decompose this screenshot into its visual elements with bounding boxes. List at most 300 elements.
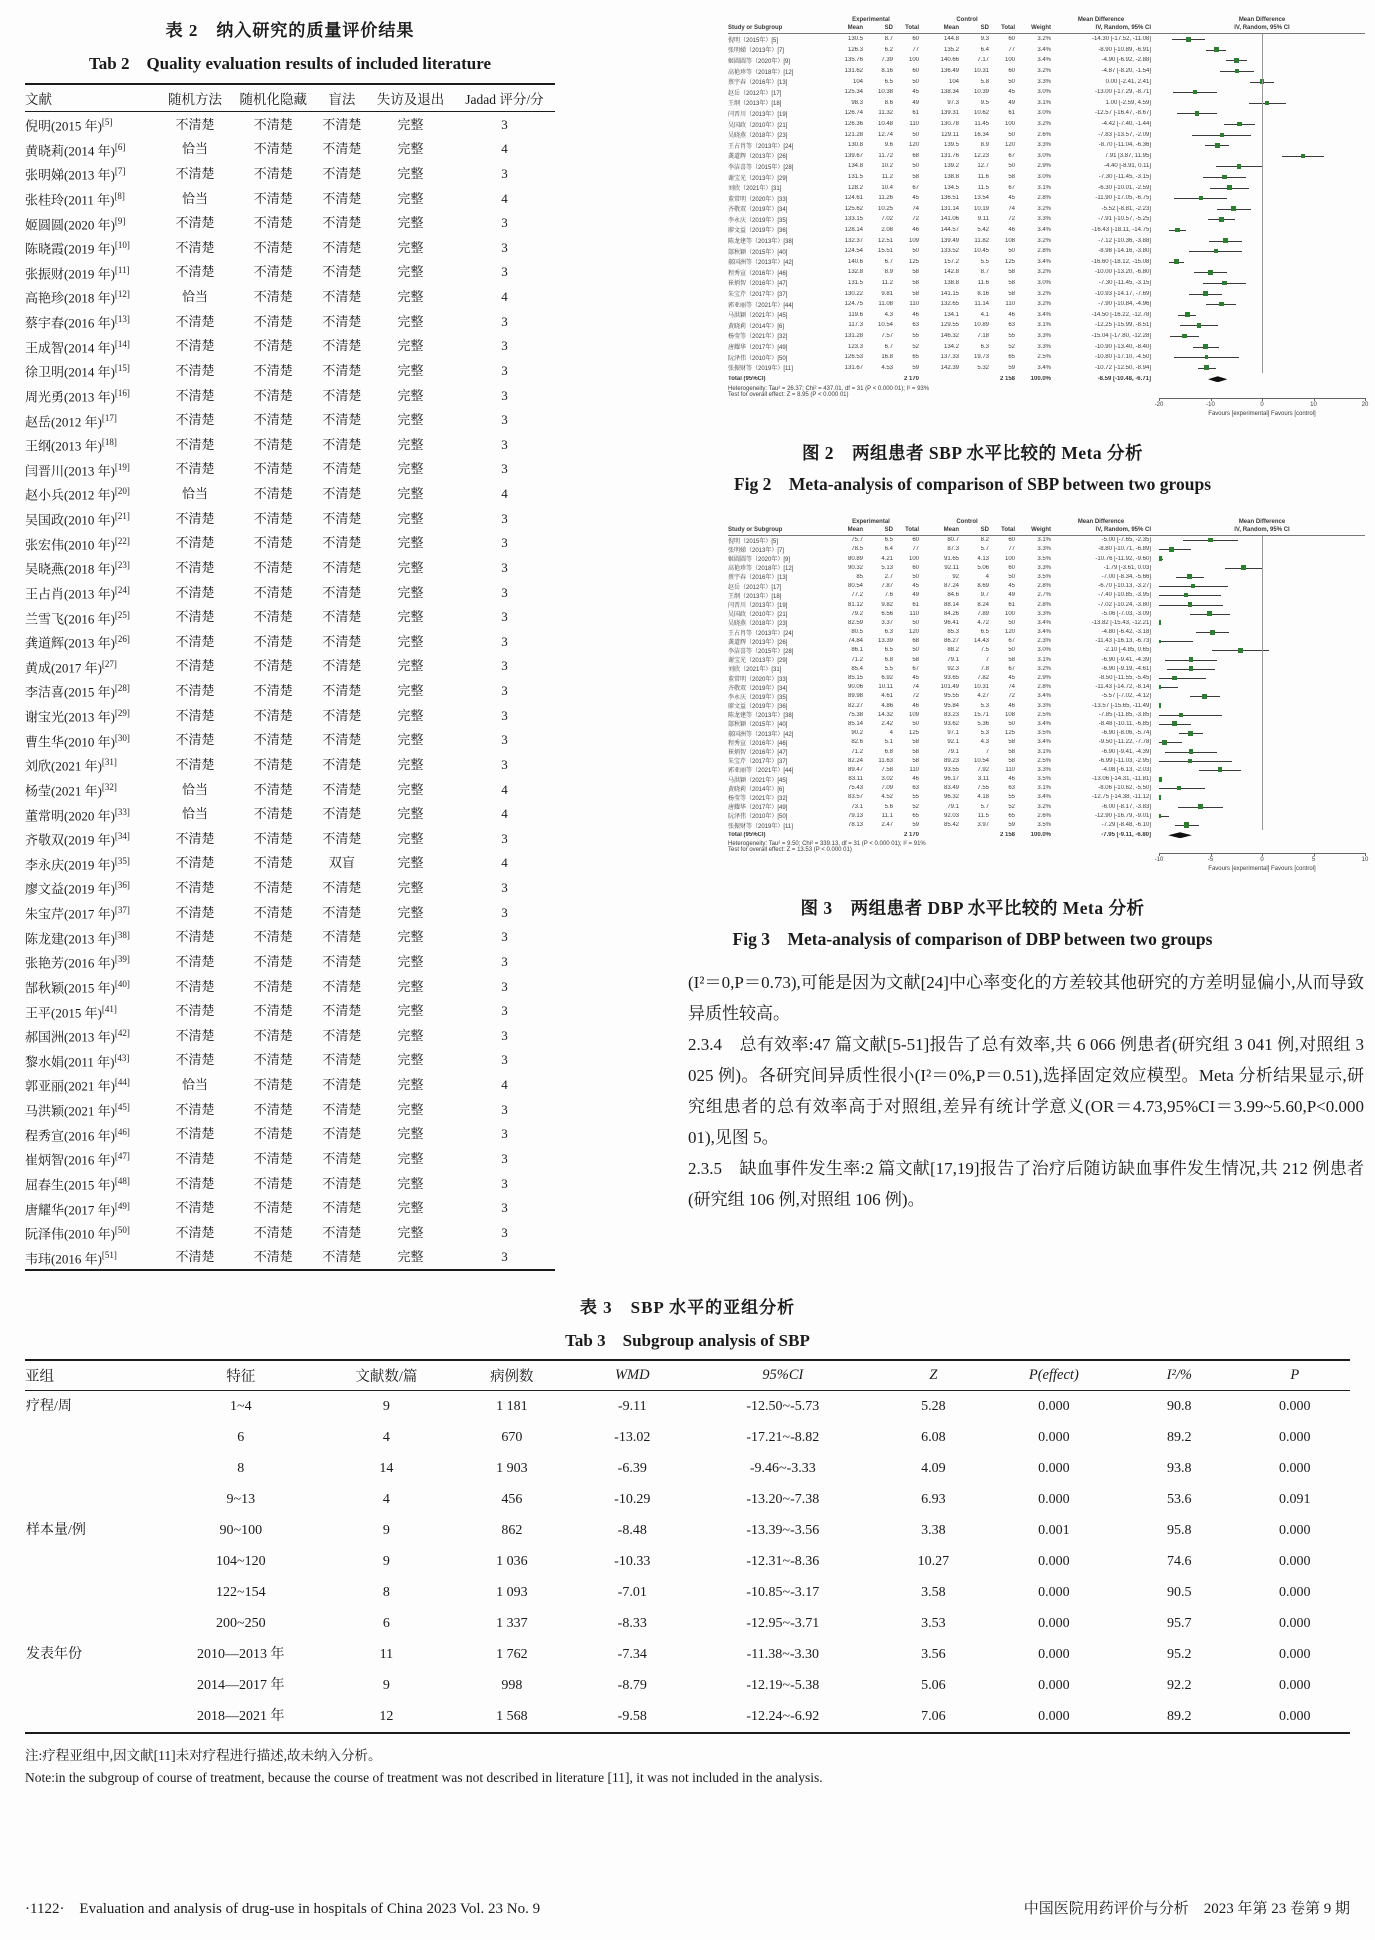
- forest-row: 刘欣（2021年）[31] 85.4 5.5 67 92.3 7.8 67 3.2% -6.90 [-9.19, -4.61]: [728, 664, 1365, 673]
- table2-col-blinding: 盲法: [317, 84, 367, 112]
- value-cell: 1 337: [496, 1616, 528, 1632]
- value-cell: 不清楚: [175, 239, 215, 255]
- value-cell: 92.2: [1167, 1678, 1192, 1694]
- value-cell: 完整: [397, 1027, 424, 1043]
- value-cell: 不清楚: [322, 904, 362, 920]
- value-cell: 完整: [397, 756, 424, 772]
- value-cell: 6.93: [921, 1492, 946, 1508]
- forest-row: 王纲（2013年）[18] 77.2 7.6 49 84.6 9.7 49 2.7% -7.40 [-10.85, -3.95]: [728, 591, 1365, 600]
- effect-square: [1159, 685, 1161, 689]
- value-cell: 完整: [397, 165, 424, 181]
- table3: [25, 1359, 1350, 1734]
- table3-column-header: P: [1240, 1360, 1350, 1391]
- value-cell: 不清楚: [322, 1175, 362, 1191]
- table3-column-header: 文献数/篇: [326, 1360, 446, 1391]
- value-cell: 不清楚: [253, 289, 293, 305]
- forest-header-columns: Study or Subgroup Mean SD Total Mean SD Total Weight IV, Random, 95% CI IV, Random, 95% CI: [728, 24, 1365, 34]
- forest-row: 李洁喜等（2015年）[28] 134.8 10.2 50 139.2 12.7 50 2.9% -4.40 [-8.91, 0.11]: [728, 161, 1365, 172]
- value-cell: 不清楚: [322, 313, 362, 329]
- effect-square: [1179, 713, 1183, 717]
- figure3-forest-plot: [728, 518, 1369, 877]
- md-value: -7.02 [-10.24, -3.80]: [1098, 601, 1151, 608]
- value-cell: 不清楚: [175, 732, 215, 748]
- value-cell: 不清楚: [322, 1224, 362, 1240]
- value-cell: 不清楚: [253, 1077, 293, 1093]
- table-row: [25, 1072, 555, 1097]
- value-cell: 完整: [397, 855, 424, 871]
- md-column-header: Mean Difference: [1077, 518, 1125, 525]
- value-cell: 不清楚: [253, 116, 293, 132]
- paragraph-heterogeneity: (I²＝0,P＝0.73),可能是因为文献[24]中心率变化的方差较其他研究的方差明显偏小,从而导致异质性较高。: [688, 972, 1364, 1023]
- study-cell: 程秀宣(2016 年)[46]: [25, 1126, 130, 1143]
- value-cell: 0.000: [1279, 1554, 1311, 1570]
- study-column-header: Study or Subgroup: [728, 25, 783, 31]
- value-cell: [25, 1670, 155, 1701]
- table-row: [25, 408, 555, 433]
- study-label: 刘欣（2021年）[31]: [728, 667, 782, 674]
- md-value: -6.30 [-10.01, -2.59]: [1098, 184, 1151, 191]
- value-cell: 3: [501, 683, 508, 699]
- value-cell: -8.48: [617, 1523, 647, 1539]
- forest-row: 王占肖等（2013年）[24] 80.5 6.3 120 85.3 6.5 120 3.4% -4.80 [-6.42, -3.18]: [728, 627, 1365, 636]
- value-cell: 0.000: [1038, 1616, 1070, 1632]
- value-cell: 不清楚: [175, 1052, 215, 1068]
- table-row: [25, 211, 555, 236]
- value-cell: 3: [501, 1175, 508, 1191]
- md-column-header: Mean Difference: [1077, 17, 1125, 23]
- value-cell: 完整: [397, 683, 424, 699]
- forest-row: 郝国洲等（2013年）[42] 90.2 4 125 97.1 5.3 125 3.5% -6.90 [-8.06, -5.74]: [728, 729, 1365, 738]
- study-label: 程秀宣（2016年）[46]: [728, 270, 788, 277]
- value-cell: 0.000: [1279, 1616, 1311, 1632]
- table-row: [25, 1453, 1350, 1484]
- study-cell: 龚道辉(2013 年)[26]: [25, 634, 130, 651]
- study-label: 郭亚丽等（2021年）[44]: [728, 302, 794, 309]
- md-value: -11.43 [-14.72, -8.14]: [1095, 684, 1151, 691]
- study-label: 朱宝芹（2017年）[37]: [728, 759, 788, 766]
- table-row: [25, 974, 555, 999]
- table-row: [25, 1608, 1350, 1639]
- value-cell: 完整: [397, 1200, 424, 1216]
- value-cell: 不清楚: [253, 609, 293, 625]
- table2-header-row: [25, 84, 555, 112]
- value-cell: 完整: [397, 116, 424, 132]
- value-cell: 不清楚: [253, 436, 293, 452]
- value-cell: 不清楚: [322, 1101, 362, 1117]
- value-cell: 不清楚: [253, 658, 293, 674]
- forest-row: 吴国政（2010年）[21] 126.36 10.48 110 130.78 11.45 100 3.2% -4.42 [-7.40, -1.44]: [728, 119, 1365, 130]
- forest-row: 唐耀华（2017年）[49] 123.3 6.7 52 134.2 6.3 52 3.3% -10.90 [-13.40, -8.40]: [728, 341, 1365, 352]
- value-cell: 3: [501, 1200, 508, 1216]
- effect-square: [1159, 620, 1161, 625]
- value-cell: 不清楚: [175, 559, 215, 575]
- table-row: [25, 1146, 555, 1171]
- effect-square: [1205, 355, 1209, 359]
- study-cell: 黄晓莉(2014 年)[6]: [25, 141, 126, 158]
- value-cell: 完整: [397, 781, 424, 797]
- value-cell: 不清楚: [322, 609, 362, 625]
- value-cell: 完整: [397, 904, 424, 920]
- value-cell: 不清楚: [322, 683, 362, 699]
- study-cell: 王纲(2013 年)[18]: [25, 437, 117, 454]
- study-label: 黄晓莉（2014年）[6]: [728, 323, 785, 330]
- md-value: -4.80 [-6.42, -3.18]: [1101, 629, 1151, 636]
- forest-row: 廖文益（2019年）[36] 128.14 2.08 46 144.57 5.42 46 3.4% -16.43 [-18.11, -14.75]: [728, 225, 1365, 236]
- study-label: 吴国政（2010年）[21]: [728, 612, 788, 619]
- table-row: [25, 802, 555, 827]
- study-column-header: Study or Subgroup: [728, 526, 783, 533]
- table3-body: [25, 1391, 1350, 1734]
- effect-square: [1162, 740, 1167, 745]
- effect-square: [1207, 611, 1212, 616]
- value-cell: 89.2: [1167, 1709, 1192, 1725]
- forest-row: 李洁喜等（2015年）[28] 86.1 6.5 50 88.2 7.5 50 3.0% -2.10 [-4.85, 0.65]: [728, 646, 1365, 655]
- forest-row: 郭亚丽等（2021年）[44] 124.75 11.08 110 132.65 11.14 110 3.2% -7.90 [-10.84, -4.96]: [728, 299, 1365, 310]
- md-value: -10.93 [-14.17, -7.69]: [1094, 290, 1151, 297]
- md-value: -6.90 [-8.06, -5.74]: [1101, 730, 1151, 737]
- table-row: [25, 1171, 555, 1196]
- value-cell: 不清楚: [322, 732, 362, 748]
- effect-square: [1227, 185, 1231, 189]
- study-cell: 张艳芳(2016 年)[39]: [25, 954, 130, 971]
- md-value: -2.10 [-4.85, 0.65]: [1103, 647, 1151, 654]
- value-cell: 不清楚: [253, 584, 293, 600]
- value-cell: 8: [382, 1585, 390, 1601]
- value-cell: 2014—2017 年: [197, 1678, 285, 1694]
- md-value: -8.50 [-11.55, -5.45]: [1098, 675, 1151, 681]
- value-cell: 95.7: [1167, 1616, 1192, 1632]
- value-cell: 完整: [397, 1101, 424, 1117]
- value-cell: 恰当: [181, 1077, 208, 1093]
- value-cell: 5.06: [921, 1678, 946, 1694]
- study-cell: 蔡宇春(2016 年)[13]: [25, 314, 130, 331]
- forest-row: 杨莹等（2021年）[32] 131.28 7.57 55 146.32 7.18 55 3.3% -15.04 [-17.80, -12.28]: [728, 331, 1365, 342]
- effect-square: [1195, 111, 1199, 115]
- study-cell: 崔炳智(2016 年)[47]: [25, 1151, 130, 1168]
- md-value: -6.99 [-11.03, -2.95]: [1098, 757, 1151, 764]
- value-cell: 不清楚: [175, 1175, 215, 1191]
- value-cell: 不清楚: [253, 1101, 293, 1117]
- value-cell: 不清楚: [175, 584, 215, 600]
- value-cell: 2010—2013 年: [197, 1647, 285, 1663]
- table-row: [25, 137, 555, 162]
- value-cell: 完整: [397, 313, 424, 329]
- table-row: [25, 1220, 555, 1245]
- value-cell: 疗程/周: [26, 1399, 72, 1415]
- study-cell: 张宏伟(2010 年)[22]: [25, 535, 130, 552]
- value-cell: 不清楚: [175, 165, 215, 181]
- value-cell: 9~13: [226, 1492, 256, 1508]
- value-cell: 95.2: [1167, 1647, 1192, 1663]
- table-row: [25, 309, 555, 334]
- overall-effect-note: Test for overall effect: Z = 8.95 (P < 0.000 01): [728, 391, 849, 398]
- value-cell: 不清楚: [253, 732, 293, 748]
- md-value: -9.50 [-11.22, -7.78]: [1098, 739, 1151, 746]
- effect-square: [1159, 777, 1162, 782]
- value-cell: 不清楚: [322, 1027, 362, 1043]
- value-cell: 完整: [397, 215, 424, 231]
- value-cell: 完整: [397, 387, 424, 403]
- table-row: [25, 1484, 1350, 1515]
- value-cell: -9.46~-3.33: [749, 1461, 816, 1477]
- value-cell: 不清楚: [322, 535, 362, 551]
- md-value: -7.83 [-13.57, -2.09]: [1098, 131, 1151, 138]
- value-cell: 不清楚: [322, 978, 362, 994]
- value-cell: 0.000: [1038, 1492, 1070, 1508]
- value-cell: 0.000: [1038, 1399, 1070, 1415]
- table3-note-en: Note:in the subgroup of course of treatment, because the course of treatment was not described in literature [11], it was not included in the analysis.: [25, 1770, 823, 1786]
- forest-row: 崔炳智（2016年）[47] 131.5 11.2 58 138.8 11.6 58 3.0% -7.30 [-11.45, -3.15]: [728, 278, 1365, 289]
- value-cell: 完整: [397, 1224, 424, 1240]
- table-row: [25, 506, 555, 531]
- effect-square: [1241, 565, 1246, 570]
- effect-square: [1235, 69, 1240, 74]
- study-cell: 马洪颖(2021 年)[45]: [25, 1102, 130, 1119]
- effect-square: [1184, 822, 1189, 827]
- md-value: -12.75 [-14.38, -11.12]: [1092, 794, 1151, 801]
- study-cell: 徐卫明(2014 年)[15]: [25, 363, 130, 380]
- value-cell: 3: [501, 362, 508, 378]
- paragraph-ischemic-events: 2.3.5 缺血事件发生率:2 篇文献[17,19]报告了治疗后随访缺血事件发生情况,共 212 例患者(研究组 106 例,对照组 106 例)。: [688, 1158, 1364, 1209]
- forest-row: 董常明（2020年）[33] 85.15 6.92 45 93.65 7.82 45 2.9% -8.50 [-11.55, -5.45]: [728, 673, 1365, 682]
- study-cell: 张明娣(2013 年)[7]: [25, 166, 126, 183]
- forest-row: 程秀宣（2016年）[46] 82.6 5.1 58 92.1 4.3 58 3.4% -9.50 [-11.22, -7.78]: [728, 738, 1365, 747]
- value-cell: 0.000: [1038, 1678, 1070, 1694]
- study-label: 王纲（2013年）[18]: [728, 101, 782, 108]
- value-cell: 不清楚: [253, 1249, 293, 1265]
- study-label: 董常明（2020年）[33]: [728, 676, 788, 683]
- value-cell: 不清楚: [175, 338, 215, 354]
- forest-row: 倪明（2015年）[5] 75.7 6.5 60 80.7 8.2 60 3.1% -5.00 [-7.65, -2.35]: [728, 536, 1365, 545]
- study-label: 郜秋颖（2015年）[40]: [728, 249, 788, 256]
- forest-row: 姬圆圆等（2020年）[9] 135.76 7.39 100 140.66 7.17 100 3.4% -4.90 [-6.92, -2.88]: [728, 55, 1365, 66]
- value-cell: 不清楚: [253, 141, 293, 157]
- figure3-caption-en: Fig 3 Meta-analysis of comparison of DBP between two groups: [732, 928, 1213, 949]
- study-label: 高艳珍等（2018年）[12]: [728, 566, 794, 573]
- md-value: -8.48 [-10.11, -6.85]: [1098, 720, 1151, 727]
- table2-col-study: 文献: [25, 84, 160, 112]
- value-cell: 不清楚: [322, 929, 362, 945]
- study-label: 龚道辉（2013年）[26]: [728, 639, 788, 646]
- table-row: [25, 1023, 555, 1048]
- favours-label: Favours [experimental] Favours [control]: [1208, 410, 1316, 417]
- table-row: [25, 900, 555, 925]
- value-cell: 不清楚: [253, 633, 293, 649]
- table-row: [25, 531, 555, 556]
- value-cell: 不清楚: [253, 1126, 293, 1142]
- study-cell: 黄成(2017 年)[27]: [25, 658, 117, 676]
- forest-row: 张明娣（2013年）[7] 78.5 6.4 77 87.3 5.7 77 3.3% -8.80 [-10.71, -6.89]: [728, 545, 1365, 554]
- table-row: [25, 1577, 1350, 1608]
- value-cell: 不清楚: [322, 1003, 362, 1019]
- experimental-group-header: Experimental: [852, 17, 890, 23]
- md-value: -6.90 [-9.19, -4.61]: [1101, 665, 1151, 672]
- value-cell: 恰当: [181, 806, 208, 822]
- md-value: -5.06 [-7.03, -3.09]: [1101, 610, 1151, 617]
- value-cell: 不清楚: [253, 1027, 293, 1043]
- table-row: [25, 654, 555, 679]
- table3-column-header: P(effect): [989, 1360, 1119, 1391]
- study-label: 李洁喜等（2015年）[28]: [728, 164, 794, 171]
- value-cell: 完整: [397, 264, 424, 280]
- md-value: -7.90 [-10.84, -4.96]: [1098, 301, 1151, 308]
- table-row: [25, 678, 555, 703]
- table3-column-header: 95%CI: [687, 1360, 878, 1391]
- forest-row: 陈龙建等（2013年）[38] 75.38 14.32 109 83.23 15.71 108 2.5% -7.85 [-11.85, -3.85]: [728, 710, 1365, 719]
- study-cell: 韦玮(2016 年)[51]: [25, 1249, 117, 1267]
- study-label: 倪明（2015年）[5]: [728, 538, 779, 545]
- table-row: [25, 999, 555, 1024]
- value-cell: 2018—2021 年: [197, 1709, 285, 1725]
- pooled-diamond: [1168, 832, 1192, 838]
- value-cell: 3: [501, 535, 508, 551]
- study-cell: 张振财(2019 年)[11]: [25, 264, 130, 282]
- value-cell: 1~4: [230, 1399, 252, 1415]
- value-cell: 4: [501, 141, 508, 157]
- value-cell: 不清楚: [253, 1003, 293, 1019]
- value-cell: 完整: [397, 1150, 424, 1166]
- value-cell: 不清楚: [322, 1052, 362, 1068]
- value-cell: 完整: [397, 559, 424, 575]
- forest-axis-row: -20 -10 0 10 20 Favours [experimental] Favours [control]: [728, 392, 1365, 422]
- value-cell: 0.000: [1038, 1647, 1070, 1663]
- value-cell: 不清楚: [322, 830, 362, 846]
- value-cell: 0.000: [1279, 1523, 1311, 1539]
- table-row: [25, 1245, 555, 1271]
- table3-column-header: 病例数: [447, 1360, 577, 1391]
- value-cell: 不清楚: [175, 756, 215, 772]
- table2-title-en: Tab 2 Quality evaluation results of included literature: [88, 54, 492, 73]
- forest-row: 谢宝光（2013年）[29] 71.2 6.8 58 79.1 7 58 3.1% -6.90 [-9.41, -4.39]: [728, 655, 1365, 664]
- value-cell: 完整: [397, 1052, 424, 1068]
- forest-row: 闫晋川（2013年）[19] 126.74 11.32 61 139.31 10.62 61 3.0% -12.57 [-16.47, -8.67]: [728, 108, 1365, 119]
- effect-square: [1238, 648, 1242, 652]
- study-cell: 吴晓燕(2018 年)[23]: [25, 560, 130, 577]
- value-cell: 不清楚: [322, 461, 362, 477]
- study-label: 董常明（2020年）[33]: [728, 196, 788, 203]
- table-row: [25, 629, 555, 654]
- value-cell: 3: [501, 1101, 508, 1117]
- table-row: [25, 1701, 1350, 1733]
- footer-right: 中国医院用药评价与分析 2023 年第 23 卷第 9 期: [1023, 1901, 1350, 1917]
- forest-row: 马洪颖（2021年）[45] 83.11 3.02 46 96.17 3.11 46 3.5% -13.06 [-14.31, -11.81]: [728, 774, 1365, 783]
- forest-row: 崔炳智（2016年）[47] 71.2 6.8 58 79.1 7 58 3.1% -6.90 [-9.41, -4.39]: [728, 747, 1365, 756]
- value-cell: 不清楚: [175, 510, 215, 526]
- forest-row: 郝国洲等（2013年）[42] 140.6 6.7 125 157.2 5.5 125 3.4% -16.60 [-18.12, -15.08]: [728, 256, 1365, 267]
- table2-col-jadad: Jadad 评分/分: [454, 84, 555, 112]
- effect-square: [1214, 249, 1218, 253]
- study-label: 谢宝光（2013年）[29]: [728, 658, 788, 665]
- value-cell: 不清楚: [322, 1150, 362, 1166]
- value-cell: 完整: [397, 584, 424, 600]
- table-row: [25, 1639, 1350, 1670]
- effect-square: [1188, 759, 1192, 763]
- study-cell: 阮泽伟(2010 年)[50]: [25, 1225, 130, 1242]
- value-cell: 3.56: [921, 1647, 946, 1663]
- value-cell: 不清楚: [253, 362, 293, 378]
- effect-square: [1220, 133, 1224, 137]
- value-cell: 恰当: [181, 486, 208, 502]
- forest-row: 朱宝芹（2017年）[37] 130.22 9.81 58 141.15 8.16 58 3.2% -10.93 [-14.17, -7.69]: [728, 288, 1365, 299]
- effect-square: [1159, 703, 1161, 708]
- study-label: 阮泽伟（2010年）[50]: [728, 355, 788, 362]
- value-cell: 不清楚: [322, 239, 362, 255]
- paragraph-total-effective-rate: 2.3.4 总有效率:47 篇文献[5-51]报告了总有效率,共 6 066 例患者(研究组 3 041 例,对照组 3 025 例)。各研究间异质性很小(I²＝0%,P＝0.51),选择固定效应模型。Meta 分析结果显示,研究组患者的总有效率高于对照组,差异有统计学意义(OR＝4.73,95%CI＝3.99~5.60,P<0.000 01),见图 5。: [688, 1034, 1364, 1147]
- effect-square: [1187, 574, 1192, 579]
- value-cell: 5.28: [921, 1399, 946, 1415]
- value-cell: 不清楚: [322, 289, 362, 305]
- value-cell: 0.000: [1038, 1554, 1070, 1570]
- value-cell: 93.8: [1167, 1461, 1192, 1477]
- value-cell: 不清楚: [175, 1126, 215, 1142]
- table-row: [25, 358, 555, 383]
- table2-col-followup: 失访及退出: [367, 84, 454, 112]
- value-cell: 862: [501, 1523, 523, 1539]
- md-value: 1.00 [-2.59, 4.59]: [1105, 99, 1151, 106]
- study-cell: 闫晋川(2013 年)[19]: [25, 461, 130, 479]
- effect-square: [1208, 538, 1212, 542]
- value-cell: 不清楚: [253, 880, 293, 896]
- value-cell: -12.95~-3.71: [746, 1616, 820, 1632]
- effect-square: [1222, 281, 1226, 285]
- study-label: 王占肖等（2013年）[24]: [728, 630, 794, 637]
- value-cell: 9: [382, 1399, 390, 1415]
- page-footer: [25, 1897, 1350, 1918]
- value-cell: 不清楚: [322, 1126, 362, 1142]
- forest-row: 王纲（2013年）[18] 98.3 8.6 49 97.3 9.5 49 3.1% 1.00 [-2.59, 4.59]: [728, 98, 1365, 109]
- value-cell: 9: [382, 1678, 390, 1694]
- table3-column-header: I²/%: [1119, 1360, 1239, 1391]
- value-cell: 不清楚: [322, 387, 362, 403]
- value-cell: 不清楚: [253, 830, 293, 846]
- forest-total-row: Total (95%CI) 2 170 2 158 100.0% -7.95 [-9.11, -6.80]: [728, 830, 1365, 841]
- table3-column-header: WMD: [577, 1360, 687, 1391]
- effect-square: [1189, 666, 1194, 671]
- forest-row: 董常明（2020年）[33] 124.61 11.26 45 136.51 13.54 45 2.8% -11.90 [-17.05, -6.75]: [728, 193, 1365, 204]
- md-value: -7.85 [-11.85, -3.85]: [1098, 711, 1151, 718]
- value-cell: 不清楚: [253, 929, 293, 945]
- value-cell: [25, 1422, 155, 1453]
- forest-row: 张明娣（2013年）[7] 126.3 6.2 77 135.2 6.4 77 3.4% -8.90 [-10.89, -6.91]: [728, 45, 1365, 56]
- value-cell: 90.5: [1167, 1585, 1192, 1601]
- value-cell: 0.000: [1279, 1461, 1311, 1477]
- study-label: 张振财等（2019年）[11]: [728, 823, 793, 830]
- effect-square: [1188, 731, 1193, 736]
- forest-row: 李永庆（2019年）[35] 133.15 7.02 72 141.06 9.11 72 3.3% -7.91 [-10.57, -5.25]: [728, 214, 1365, 225]
- value-cell: 不清楚: [322, 116, 362, 132]
- study-label: 唐耀华（2017年）[49]: [728, 805, 788, 812]
- value-cell: 1 762: [496, 1647, 528, 1663]
- forest-row: 齐敬双（2019年）[34] 90.06 10.11 74 101.49 10.31 74 2.8% -11.43 [-14.72, -8.14]: [728, 683, 1365, 692]
- table-row: [25, 457, 555, 482]
- forest-row: 王占肖等（2013年）[24] 130.8 9.6 120 139.5 8.9 120 3.3% -8.70 [-11.04, -6.36]: [728, 140, 1365, 151]
- effect-square: [1301, 154, 1305, 158]
- value-cell: 4: [382, 1492, 390, 1508]
- value-cell: 不清楚: [322, 584, 362, 600]
- value-cell: -13.20~-7.38: [746, 1492, 820, 1508]
- forest-total-row: Total (95%CI) 2 170 2 158 100.0% -8.59 [-10.48, -6.71]: [728, 373, 1365, 386]
- forest-row: 赵岳（2012年）[17] 80.54 7.87 45 87.24 8.69 45 2.8% -6.70 [-10.13, -3.27]: [728, 582, 1365, 591]
- forest-row: 高艳珍等（2018年）[12] 90.32 5.13 60 92.11 5.06 60 3.3% -1.79 [-3.61, 0.03]: [728, 563, 1365, 572]
- value-cell: 完整: [397, 289, 424, 305]
- study-label: 龚道辉（2013年）[26]: [728, 154, 788, 161]
- study-cell: 曹生华(2010 年)[30]: [25, 732, 130, 749]
- value-cell: 90~100: [219, 1523, 263, 1539]
- table-row: [25, 481, 555, 506]
- value-cell: 完整: [397, 510, 424, 526]
- value-cell: 不清楚: [175, 707, 215, 723]
- value-cell: 3.53: [921, 1616, 946, 1632]
